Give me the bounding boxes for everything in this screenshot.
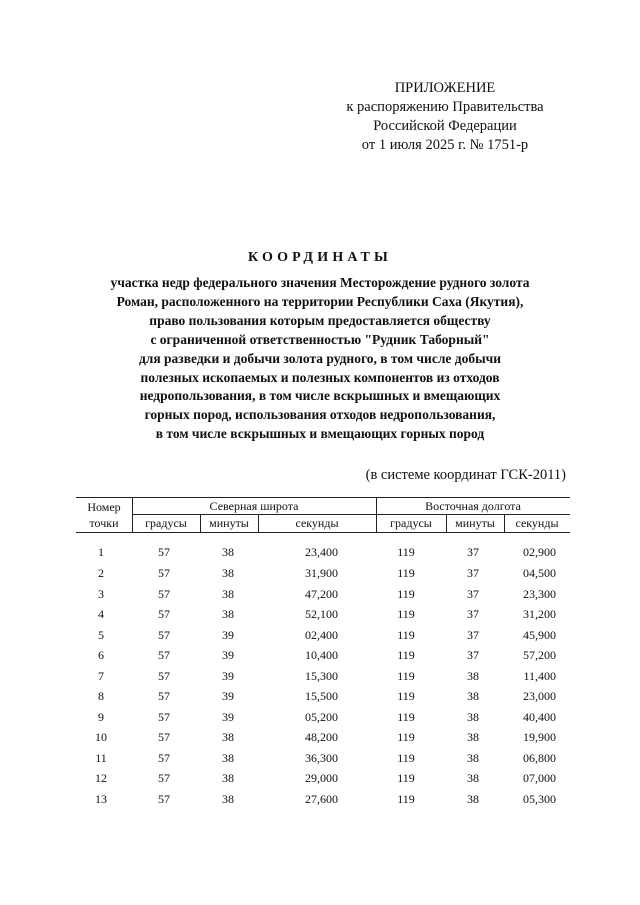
table-row (76, 584, 570, 604)
lon-seconds: 19,900 (523, 730, 556, 744)
lon-degrees: 119 (397, 587, 415, 601)
point-number: 12 (95, 771, 107, 785)
lat-seconds: 15,300 (305, 669, 338, 683)
table-row (76, 604, 570, 624)
lat-minutes: 38 (222, 545, 234, 559)
point-number: 13 (95, 792, 107, 806)
point-number: 2 (98, 566, 104, 580)
lat-degrees: 57 (158, 730, 170, 744)
point-number: 11 (95, 751, 107, 765)
appendix-order-ref: к распоряжению Правительства (346, 99, 544, 115)
lat-seconds: 47,200 (305, 587, 338, 601)
point-number: 7 (98, 669, 104, 683)
point-number: 6 (98, 648, 104, 662)
lat-seconds: 23,400 (305, 545, 338, 559)
point-number: 8 (98, 689, 104, 703)
lon-minutes: 38 (467, 669, 479, 683)
table-row (76, 748, 570, 768)
appendix-header (330, 79, 560, 155)
point-number: 3 (98, 587, 104, 601)
lon-seconds: 45,900 (523, 628, 556, 642)
header-north-latitude: Северная широта (209, 499, 299, 513)
lon-minutes: 37 (467, 648, 479, 662)
lat-seconds: 48,200 (305, 730, 338, 744)
point-number: 10 (95, 730, 107, 744)
lat-minutes: 39 (222, 628, 234, 642)
lon-seconds: 11,400 (523, 669, 556, 683)
point-number: 9 (98, 710, 104, 724)
table-row (76, 563, 570, 583)
lon-degrees: 119 (397, 607, 415, 621)
lat-degrees: 57 (158, 771, 170, 785)
lon-degrees: 119 (397, 689, 415, 703)
lon-degrees: 119 (397, 566, 415, 580)
table-row (76, 727, 570, 747)
lon-minutes: 38 (467, 710, 479, 724)
header-lon-seconds: секунды (515, 516, 559, 530)
header-lon-minutes: минуты (455, 516, 495, 530)
lat-seconds: 02,400 (305, 628, 338, 642)
lon-degrees: 119 (397, 730, 415, 744)
lat-minutes: 39 (222, 710, 234, 724)
lon-degrees: 119 (397, 628, 415, 642)
header-lat-degrees: градусы (145, 516, 187, 530)
subtitle-line: для разведки и добычи золота рудного, в том числе добычи (138, 350, 502, 366)
header-point-number-2: точки (89, 516, 119, 530)
table-row (76, 542, 570, 562)
lat-degrees: 57 (158, 648, 170, 662)
subtitle-line: с ограниченной ответственностью "Рудник Таборный" (150, 331, 490, 347)
lat-degrees: 57 (158, 587, 170, 601)
header-point-number: Номер (87, 500, 121, 514)
lon-degrees: 119 (397, 648, 415, 662)
lon-degrees: 119 (397, 710, 415, 724)
header-east-longitude: Восточная долгота (425, 499, 521, 513)
point-number: 1 (98, 545, 104, 559)
appendix-label: ПРИЛОЖЕНИЕ (394, 80, 496, 96)
subtitle-line: полезных ископаемых и полезных компонентов из отходов (140, 369, 500, 385)
lon-minutes: 38 (467, 689, 479, 703)
lat-degrees: 57 (158, 545, 170, 559)
lat-degrees: 57 (158, 628, 170, 642)
header-lat-seconds: секунды (295, 516, 339, 530)
table-header-bottom-rule (76, 532, 570, 533)
lon-degrees: 119 (397, 751, 415, 765)
lat-degrees: 57 (158, 669, 170, 683)
lat-minutes: 39 (222, 648, 234, 662)
lat-minutes: 39 (222, 669, 234, 683)
lat-seconds: 36,300 (305, 751, 338, 765)
lon-seconds: 04,500 (523, 566, 556, 580)
lon-minutes: 38 (467, 730, 479, 744)
lat-minutes: 39 (222, 689, 234, 703)
subtitle-line: право пользования которым предоставляется обществу (149, 312, 491, 328)
lon-minutes: 37 (467, 628, 479, 642)
lon-minutes: 37 (467, 566, 479, 580)
lat-degrees: 57 (158, 607, 170, 621)
coordinate-system-note: (в системе координат ГСК-2011) (365, 467, 566, 483)
appendix-authority: Российской Федерации (373, 118, 517, 134)
lat-minutes: 38 (222, 566, 234, 580)
subtitle-line: недропользования, в том числе вскрышных и вмещающих (139, 388, 501, 404)
lat-minutes: 38 (222, 587, 234, 601)
lat-degrees: 57 (158, 710, 170, 724)
appendix-order-date: от 1 июля 2025 г. № 1751-р (361, 137, 529, 153)
header-lon-degrees: градусы (390, 516, 432, 530)
lat-seconds: 27,600 (305, 792, 338, 806)
table-row (76, 789, 570, 809)
lon-minutes: 38 (467, 771, 479, 785)
lat-minutes: 38 (222, 730, 234, 744)
lat-seconds: 31,900 (305, 566, 338, 580)
lat-degrees: 57 (158, 751, 170, 765)
table-row (76, 645, 570, 665)
lon-minutes: 38 (467, 751, 479, 765)
table-row (76, 707, 570, 727)
lat-minutes: 38 (222, 771, 234, 785)
subtitle-line: Роман, расположенного на территории Республики Саха (Якутия), (116, 293, 524, 309)
subtitle-line: в том числе вскрышных и вмещающих горных пород (155, 426, 485, 442)
point-number: 5 (98, 628, 104, 642)
lat-minutes: 38 (222, 792, 234, 806)
lat-seconds: 10,400 (305, 648, 338, 662)
point-number: 4 (98, 607, 104, 621)
lon-seconds: 23,300 (523, 587, 556, 601)
table-row (76, 768, 570, 788)
lat-seconds: 52,100 (305, 607, 338, 621)
lon-degrees: 119 (397, 792, 415, 806)
lon-seconds: 06,800 (523, 751, 556, 765)
table-row (76, 666, 570, 686)
subtitle-line: участка недр федерального значения Месторождение рудного золота (110, 275, 530, 290)
lon-seconds: 07,000 (523, 771, 556, 785)
lat-minutes: 38 (222, 751, 234, 765)
table-row (76, 625, 570, 645)
lon-degrees: 119 (397, 771, 415, 785)
lat-degrees: 57 (158, 689, 170, 703)
subtitle-line: горных пород, использования отходов недропользования, (144, 407, 496, 423)
lat-seconds: 15,500 (305, 689, 338, 703)
table-top-rule (76, 497, 570, 498)
lat-minutes: 38 (222, 607, 234, 621)
lat-degrees: 57 (158, 566, 170, 580)
lon-seconds: 57,200 (523, 648, 556, 662)
lon-minutes: 38 (467, 792, 479, 806)
lat-seconds: 05,200 (305, 710, 338, 724)
lon-degrees: 119 (397, 669, 415, 683)
lon-seconds: 02,900 (523, 545, 556, 559)
document-subtitle (40, 274, 600, 444)
lon-seconds: 31,200 (523, 607, 556, 621)
lon-seconds: 40,400 (523, 710, 556, 724)
lat-degrees: 57 (158, 792, 170, 806)
header-lat-minutes: минуты (209, 516, 249, 530)
lon-seconds: 05,300 (523, 792, 556, 806)
lat-seconds: 29,000 (305, 771, 338, 785)
document-title: КООРДИНАТЫ (247, 250, 392, 265)
lon-degrees: 119 (397, 545, 415, 559)
lon-minutes: 37 (467, 587, 479, 601)
lon-seconds: 23,000 (523, 689, 556, 703)
table-row (76, 686, 570, 706)
lon-minutes: 37 (467, 545, 479, 559)
lon-minutes: 37 (467, 607, 479, 621)
